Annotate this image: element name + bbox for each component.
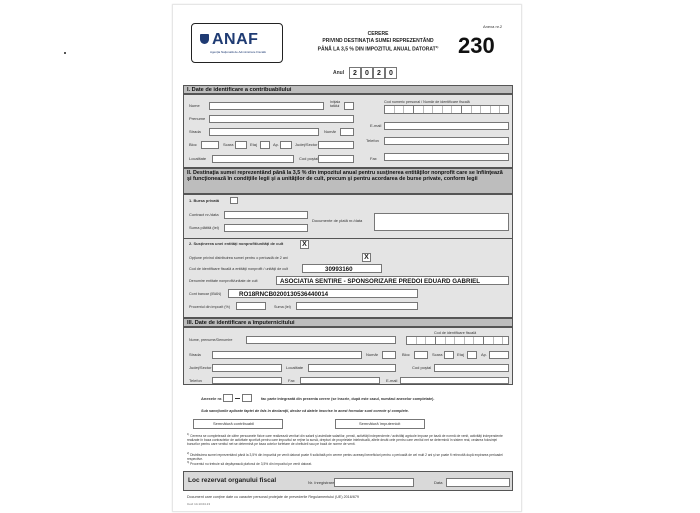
form-230-page [172, 4, 522, 512]
imp-fax-field[interactable] [300, 377, 380, 384]
label-cnp: Cod numeric personal / Număr de identificare fiscală [384, 100, 470, 104]
section-3-title: III. Date de identificare a împuternicitului [183, 318, 513, 327]
imp-nume-field[interactable] [246, 336, 396, 344]
year-digit: 0 [365, 70, 369, 77]
year-boxes [349, 67, 397, 79]
imp-strada-field[interactable] [212, 351, 362, 359]
anexa-to-field[interactable] [242, 394, 252, 402]
note-3 [187, 461, 507, 467]
label-denumire: Denumire entitate nonprofit/unitate de cult [189, 279, 258, 283]
label-imp-email: E-mail [386, 378, 398, 383]
denumire-value: ASOCIATIA SENTIRE - SPONSORIZARE PREDOI EDUARD GABRIEL [280, 277, 481, 285]
strada-field[interactable] [209, 128, 319, 136]
note-1-text: Cererea se completează de către persoanele fizice care realizează venituri din salarii şi asimilate salariilor, pensii, activităţi independente / activităţi agricole impuse pe bază de normă de venit, activităţi independente realizate în baza contractelor de activitate sportivă pentru care impozitul se reţine la sursă, drepturi de proprietate intelectuală, altele decât cele pentru care venitul net se determină în sistem real, cedarea folosinţei bunurilor pentru care venitul net se determină pe baza cotelor forfetare de cheltuieli sau pe bază de norme de venit. [187, 434, 503, 446]
initiala-field[interactable] [344, 102, 354, 110]
procent-field[interactable] [236, 302, 266, 310]
anexele-text: fac parte integrantă din prezenta cerere (se înscrie, după este cazul, numărul anexelor completate). [261, 397, 435, 401]
section-2-title: II. Destinaţia sumei reprezentând până la 3,5 % din impozitul anual pentru susţinerea entităţilor nonprofit care se înfiinţează şi funcţionează în condiţiile legii şi a unităţilor de cult, precum şi pentru acordarea de burse private, conform legii [183, 168, 513, 194]
note-3-text: Procentul nu trebuie să depăşească plafonul de 3,5% din impozitul pe venit datorat. [190, 462, 313, 467]
contract-field[interactable] [224, 211, 308, 219]
label-optiune: Opţiune privind distribuirea sumei pentru o perioadă de 2 ani [189, 256, 288, 260]
bursa-checkbox[interactable] [230, 197, 238, 204]
title-line-3 [293, 45, 463, 53]
note-3-marker: 3) [187, 461, 190, 464]
imp-cod-postal-field[interactable] [434, 364, 509, 372]
label-imp-localitate: Localitate [286, 365, 304, 370]
label-scara: Scara [223, 142, 234, 147]
prenume-field[interactable] [209, 115, 354, 123]
email-field[interactable] [384, 122, 509, 130]
year-digit-box[interactable] [349, 67, 361, 79]
nume-field[interactable] [209, 102, 324, 110]
imp-ap-field[interactable] [489, 351, 509, 359]
label-judet: Judeţ/Sector [295, 142, 318, 147]
label-contract: Contract nr./data [189, 212, 219, 217]
logo-text: ANAF [212, 31, 259, 48]
year-digit-box[interactable] [385, 67, 397, 79]
title-line-3-text: PÂNĂ LA 3,5 % DIN IMPOZITUL ANUAL DATORAT [317, 46, 436, 53]
label-semnatura-imputernicit: Semnătură împuternicit [359, 421, 401, 426]
section-1-title: I. Date de identificare a contribuabilului [183, 85, 513, 94]
title-line-1: CERERE [367, 31, 389, 37]
label-cod-fiscal: Cod de identificare fiscală a entităţii nonprofit / unităţii de cult [189, 267, 289, 271]
label-imp-fax: Fax [288, 378, 295, 383]
label-data: Data [434, 480, 443, 485]
sustinere-checkbox[interactable]: X [300, 240, 309, 249]
anexa-dash [235, 398, 240, 399]
localitate-field[interactable] [212, 155, 294, 163]
iban-value: RO18RNCB0200130536440014 [239, 290, 329, 298]
bloc-field[interactable] [201, 141, 219, 149]
label-documente: Documente de plată nr./data [312, 218, 363, 223]
label-imp-cod-fiscal: Cod de identificare fiscală [434, 331, 477, 335]
section-1-body [183, 94, 513, 168]
judet-field[interactable] [318, 141, 354, 149]
suma-field[interactable] [296, 302, 418, 310]
anul-label: Anul [333, 70, 345, 76]
fax-field[interactable] [384, 153, 509, 161]
label-initiala: Iniţiala tatălui [330, 100, 341, 108]
label-imp-nume: Nume, prenume/Denumire [189, 338, 233, 342]
note-1 [187, 433, 507, 447]
optiune-checkbox[interactable]: X [362, 253, 371, 262]
imp-numar-field[interactable] [382, 351, 396, 359]
year-digit: 2 [377, 70, 381, 77]
label-cod-postal: Cod poştal [299, 156, 319, 161]
ap-field[interactable] [280, 141, 292, 149]
label-nume: Nume [189, 103, 200, 108]
imp-localitate-field[interactable] [308, 364, 396, 372]
year-digit: 0 [389, 70, 393, 77]
scara-field[interactable] [235, 141, 247, 149]
iban-field[interactable] [228, 289, 418, 298]
suma-platita-field[interactable] [224, 224, 308, 232]
label-nr-inregistrare: Nr. înregistrare [308, 480, 335, 485]
anaf-logo [191, 23, 283, 63]
form-number: 230 [458, 33, 495, 58]
label-imp-telefon: Telefon [189, 378, 202, 383]
data-field[interactable] [446, 478, 510, 487]
title-line-2: PRIVIND DESTINAŢIA SUMEI REPREZENTÂND [322, 38, 434, 44]
loc-rezervat-box [183, 471, 513, 491]
section-2-body [183, 194, 513, 318]
cod-postal-field[interactable] [318, 155, 354, 163]
label-localitate: Localitate [189, 156, 207, 161]
label-bursa: 1. Bursa privată [189, 198, 220, 203]
year-digit-box[interactable] [373, 67, 385, 79]
label-anexele: Anexele nr. [201, 396, 223, 401]
logo-subtitle: Agenţia Naţională de Administrare Fiscală [210, 50, 266, 54]
label-ap: Ap. [273, 142, 280, 147]
imp-telefon-field[interactable] [212, 377, 282, 384]
anexa-label: Anexa nr.2 [483, 24, 503, 29]
nr-inregistrare-field[interactable] [334, 478, 414, 487]
label-fax: Fax [370, 156, 377, 161]
label-prenume: Prenume [189, 116, 206, 121]
cod-fiscal-value: 30993160 [325, 265, 353, 273]
shield-icon [200, 34, 209, 44]
imp-etaj-field[interactable] [467, 351, 477, 359]
etaj-field[interactable] [260, 141, 270, 149]
label-email: E-mail [370, 123, 382, 128]
stray-dot [64, 52, 66, 54]
label-strada: Strada [189, 129, 201, 134]
telefon-field[interactable] [384, 137, 509, 145]
cnp-field[interactable] [384, 105, 509, 114]
label-imp-scara: Scara [432, 352, 443, 357]
imp-scara-field[interactable] [444, 351, 454, 359]
year-digit: 2 [353, 70, 357, 77]
label-telefon: Telefon [366, 138, 379, 143]
section-2-divider [184, 238, 512, 239]
label-bloc: Bloc [189, 142, 197, 147]
numar-field[interactable] [340, 128, 354, 136]
form-code: Cod: 14.13.04.13 [187, 502, 211, 506]
label-imp-bloc: Bloc [402, 352, 410, 357]
label-iban: Cont bancar (IBAN) [189, 292, 222, 296]
label-imp-cod-postal: Cod poştal [412, 365, 432, 370]
label-suma: Suma (lei) [274, 305, 291, 309]
anexa-from-field[interactable] [223, 394, 233, 402]
note-2-marker: 2) [187, 452, 190, 455]
title-sup: 1) [435, 45, 439, 49]
imp-email-field[interactable] [400, 377, 509, 384]
denumire-field[interactable] [276, 276, 509, 285]
label-imp-etaj: Etaj [457, 352, 464, 357]
label-semnatura-contribuabil: Semnătură contribuabil [213, 421, 255, 426]
cod-fiscal-field[interactable] [302, 264, 382, 273]
imp-bloc-field[interactable] [414, 351, 428, 359]
note-2-text: Distribuirea sumei reprezentând până la 3,5% din impozitul pe venit datorat poate fi solicitată prin cerere pentru aceeaşi beneficiari pentru o perioadă de cel mult 2 ani şi se poate fi reînnoită după expirarea perioadei respective. [187, 453, 503, 461]
label-loc-rezervat: Loc rezervat organului fiscal [188, 477, 277, 484]
label-procent: Procentul din impozit (%) [189, 305, 230, 309]
section-3-body [183, 327, 513, 385]
imp-judet-field[interactable] [212, 364, 282, 372]
imp-cod-fiscal-field[interactable] [406, 336, 509, 345]
label-suma-platita: Suma plătită (lei) [189, 225, 220, 230]
year-digit-box[interactable] [361, 67, 373, 79]
label-imp-strada: Strada [189, 352, 201, 357]
documente-field[interactable] [374, 213, 509, 231]
label-imp-numar: Număr [366, 352, 379, 357]
label-etaj: Etaj [250, 142, 257, 147]
label-numar: Număr [324, 129, 337, 134]
note-1-marker: 1) [187, 433, 190, 436]
declaratie-text: Sub sancţiunile aplicate faptei de fals în declaraţii, declar că datele înscrise în acest formular sunt corecte şi complete. [201, 409, 409, 413]
label-imp-judet: Judeţ/Sector [189, 365, 212, 370]
label-imp-ap: Ap. [481, 352, 488, 357]
gdpr-text: Document care conţine date cu caracter personal protejate de prevederile Regulamentului (UE) 2016/679 [187, 495, 359, 499]
label-sustinere: 2. Susţinerea unei entităţi nonprofit/unităţi de cult [189, 241, 284, 246]
